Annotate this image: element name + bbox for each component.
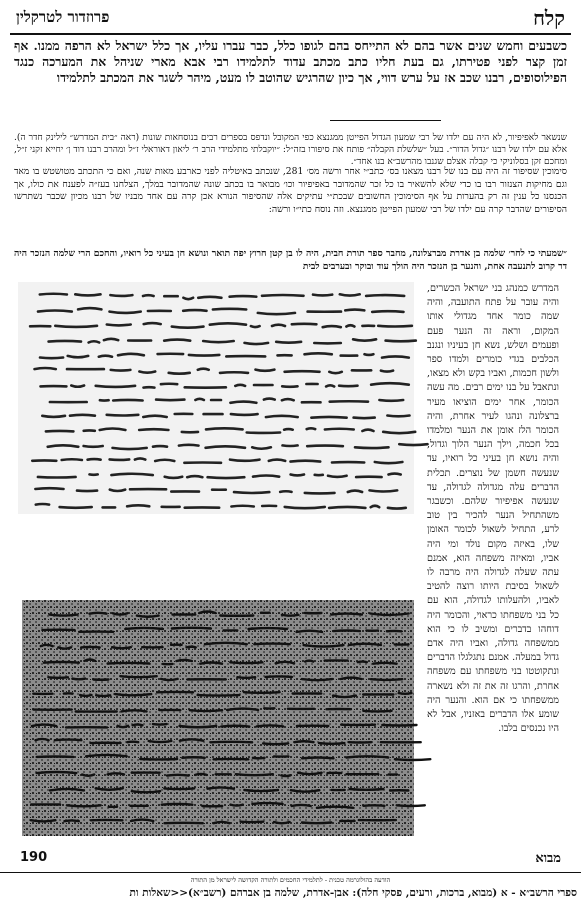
handwriting-stroke (139, 372, 155, 373)
handwriting-stroke (231, 414, 258, 415)
page-letter-number: קלח (533, 6, 565, 31)
handwriting-stroke (113, 400, 142, 401)
handwriting-stroke (205, 643, 247, 644)
handwriting-stroke (112, 647, 131, 648)
handwriting-stroke (96, 386, 135, 387)
handwriting-stroke (266, 676, 292, 677)
handwriting-stroke (198, 297, 221, 298)
handwriting-stroke (35, 488, 63, 489)
handwriting-stroke (362, 430, 373, 431)
handwriting-stroke (137, 616, 159, 617)
handwriting-stroke (251, 326, 260, 327)
handwriting-stroke (108, 663, 150, 664)
handwriting-stroke (354, 418, 375, 419)
handwriting-stroke (36, 504, 49, 505)
handwriting-stroke (329, 372, 342, 373)
handwriting-stroke (282, 399, 294, 400)
handwriting-stroke (329, 507, 365, 508)
handwriting-stroke (143, 295, 154, 296)
handwriting-stroke (44, 662, 79, 663)
handwriting-stroke (107, 325, 131, 326)
handwriting-stroke (143, 416, 166, 417)
handwriting-stroke (71, 386, 84, 387)
handwriting-stroke (349, 644, 381, 645)
handwriting-stroke (70, 415, 95, 416)
page-number: 190 (20, 850, 47, 865)
handwriting-stroke (200, 663, 222, 664)
handwriting-stroke (386, 341, 416, 342)
handwriting-stroke (172, 327, 204, 328)
intro-paragraph: כשבעים וחמש שנים אשר בהם לא התייחס בהם לגופו כלל, כבר עברו עליו, אך כלל ישראל לא הרפה ממנו. אף זמן קצר לפני פטירתו, גם בעת חליו כתב מכתב עדוד לתלמידו רבי אבא מארי שניהל את המערכה כנגד הפילוסופים, רבנו שכב אז על ערש דווי, אך כיון שהרגיש שהוטב לו מעט, מיהר לשגר את המכתב לתלמידו (14, 38, 567, 102)
handwriting-stroke (292, 805, 311, 806)
handwriting-stroke (187, 647, 196, 648)
handwriting-stroke (110, 459, 130, 460)
handwriting-stroke (364, 805, 385, 806)
handwriting-stroke (75, 294, 100, 295)
handwriting-stroke (48, 445, 79, 446)
handwriting-stroke (355, 447, 389, 448)
handwriting-stroke (208, 787, 234, 788)
handwriting-stroke (249, 628, 287, 629)
handwriting-stroke (113, 613, 128, 614)
handwriting-stroke (366, 295, 404, 296)
handwriting-stroke (307, 446, 343, 447)
handwriting-stroke (96, 695, 110, 696)
handwriting-stroke (82, 775, 94, 776)
handwriting-stroke (132, 791, 160, 792)
handwriting-stroke (111, 370, 131, 371)
handwriting-stroke (285, 507, 325, 508)
handwriting-stroke (371, 506, 380, 507)
handwriting-stroke (165, 477, 183, 478)
handwriting-stroke (62, 459, 82, 460)
handwriting-stroke (40, 294, 67, 295)
handwriting-stroke (370, 490, 398, 491)
handwriting-stroke (353, 339, 376, 340)
page-footer (10, 848, 571, 870)
handwriting-stroke (110, 490, 125, 491)
handwriting-stroke (244, 692, 280, 693)
handwriting-stroke (264, 399, 275, 400)
handwriting-stroke (326, 385, 334, 386)
handwriting-stroke (256, 370, 275, 371)
handwriting-stroke (253, 476, 279, 477)
handwriting-stroke (305, 353, 332, 354)
handwriting-stroke (65, 820, 79, 821)
handwriting-stroke (182, 757, 204, 758)
handwriting-stroke (35, 368, 56, 369)
handwriting-stroke (213, 309, 246, 310)
handwriting-stroke (115, 694, 151, 695)
handwriting-stroke (358, 662, 367, 663)
handwriting-stroke (90, 613, 107, 614)
handwriting-stroke (272, 325, 285, 326)
handwriting-stroke (383, 432, 415, 433)
handwriting-stroke (274, 822, 290, 823)
handwriting-stroke (139, 429, 168, 430)
handwriting-stroke (297, 631, 323, 632)
handwriting-stroke (118, 354, 144, 355)
handwriting-stroke (38, 477, 76, 478)
handwriting-stroke (257, 725, 284, 726)
handwriting-stroke (135, 458, 145, 459)
handwriting-stroke (365, 354, 374, 355)
body-paragraph: סימוכין שסיפור זה היה עם בנו של רבנו מצאנו בס׳ כתב״י אחר ורשה מס׳ 281, שנכתב באיטליה לפני כארבע מאות שנה, ואם כי התכתב מטושטש בו מאד וגם מחיקות הצנזור רבו בו כדי שלא להשאיר בו כל זכר שהמדובר באפיפיור וכו׳ מבואר בו בכתב שונה שהמדובר במלך, הצלחנו בעז״ה לפענח את כולו, אך הכנסנו כל ענין זה רק בהערות על אף הסימוכין החשובים שבכת״י עתיקים אלה שהסיפור הנורא אכן קרה עם אחד מבניו של רבנו מכיון שכבר נשתרשו הסיפורים שהדבר קרה עם ילדו של רבי שמעון הפייטן ממגנצא. וזה נוסח כתי״ו ורשה: (14, 166, 567, 244)
handwriting-stroke (254, 644, 289, 645)
handwriting-stroke (269, 460, 285, 461)
handwriting-stroke (31, 820, 55, 821)
handwriting-stroke (262, 295, 304, 296)
handwriting-stroke (282, 386, 297, 387)
handwriting-stroke (189, 355, 219, 356)
handwriting-stroke (118, 726, 128, 727)
handwriting-stroke (49, 615, 77, 616)
handwriting-stroke (313, 295, 332, 296)
handwriting-stroke (195, 774, 206, 775)
source-citation-line: ספרי הרשב״א - א (מבוא, ברכות, ורעים, פסקי חלה): אבן-אדרת, שלמה בן אברהם (רשב״א)<<שאלות ות (4, 887, 577, 899)
handwriting-stroke (37, 772, 77, 773)
footnote-separator (330, 120, 441, 121)
handwriting-stroke (155, 460, 174, 461)
handwriting-stroke (164, 788, 194, 789)
handwriting-stroke (113, 448, 147, 449)
handwriting-stroke (231, 506, 253, 507)
handwriting-stroke (104, 339, 118, 340)
handwriting-stroke (317, 807, 353, 808)
handwriting-stroke (244, 790, 278, 791)
handwriting-stroke (40, 358, 63, 359)
handwriting-stroke (110, 312, 141, 313)
handwriting-stroke (121, 676, 157, 677)
handwriting-stroke (161, 679, 178, 680)
handwriting-stroke (323, 326, 341, 327)
handwriting-stroke (42, 416, 65, 417)
handwriting-stroke (350, 789, 384, 790)
handwriting-stroke (387, 416, 409, 417)
handwriting-stroke (331, 614, 362, 615)
handwriting-stroke (110, 295, 132, 296)
handwriting-stroke (203, 341, 234, 342)
handwriting-stroke (214, 822, 230, 823)
handwriting-stroke (167, 775, 189, 776)
handwriting-stroke (341, 678, 362, 679)
handwriting-stroke (372, 311, 403, 312)
handwriting-stroke (348, 491, 362, 492)
handwriting-stroke (153, 446, 167, 447)
handwriting-stroke (399, 693, 412, 694)
handwriting-stroke (373, 663, 396, 664)
handwriting-stroke (68, 356, 89, 357)
handwriting-stroke (227, 709, 258, 710)
handwriting-stroke (263, 743, 288, 744)
handwriting-stroke (180, 726, 217, 727)
handwriting-stroke (67, 805, 101, 806)
handwriting-stroke (334, 631, 360, 632)
handwriting-stroke (38, 311, 72, 312)
handwriting-stroke (41, 645, 53, 646)
section-name: מבוא (535, 850, 561, 866)
handwriting-stroke (389, 474, 401, 475)
handwriting-stroke (78, 308, 101, 309)
handwriting-stroke (183, 298, 193, 299)
handwriting-stroke (382, 356, 409, 357)
handwriting-stroke (133, 725, 143, 726)
handwriting-stroke (282, 615, 299, 616)
manuscript-facsimile-image (14, 282, 418, 838)
handwriting-stroke (88, 459, 101, 460)
handwriting-stroke (302, 679, 333, 680)
handwriting-stroke (49, 341, 81, 342)
handwriting-stroke (235, 385, 245, 386)
handwriting-stroke (346, 756, 388, 757)
handwriting-stroke (206, 446, 245, 448)
handwriting-stroke (55, 326, 97, 327)
handwriting-stroke (60, 507, 92, 508)
handwriting-stroke (80, 695, 91, 696)
handwriting-stroke (172, 628, 211, 629)
handwriting-stroke (291, 475, 304, 476)
handwriting-stroke (295, 741, 314, 742)
handwriting-stroke (302, 758, 333, 759)
book-author-heading: פרוזדור לטרקלין (16, 8, 109, 27)
handwriting-stroke (252, 447, 271, 448)
handwriting-stroke (382, 725, 416, 726)
handwriting-stroke (284, 429, 293, 430)
handwriting-stroke (180, 739, 203, 740)
handwriting-stroke (208, 477, 245, 478)
source-citation-strip (0, 872, 581, 906)
handwriting-stroke (231, 805, 243, 806)
handwriting-stroke (206, 428, 243, 429)
handwriting-stroke (371, 383, 409, 385)
handwriting-stroke (187, 476, 202, 477)
handwriting-stroke (281, 775, 290, 776)
footnote-paragraph: שנשאר לאפיפיור, לא היה עם ילדו של רבי שמעון הגדול הפייטן ממגנצא כפי המקובל ונדפס בספרים רבים בנוסחאות שונות (ראה ״בית המדרש״ לילינק חדר ה). אלא עם ילדו של רבנו ״גדול הדור״. בעל ״שלשלת הקבלה״ פותח את סיפורו בזה״ל: ״יוקבלתי מתלמידי הרב ר׳ ליאון דאוראלי ז״ל ומהרב רבנו דוד ן׳ יחייא זקני ז״ל, ומחכם זקן בסלוניקי כי קבלה אצלם שגנבו מהרשב״א בנו אחד״. (14, 132, 567, 160)
handwriting-stroke (84, 660, 95, 661)
handwriting-stroke (339, 386, 357, 387)
handwriting-stroke (371, 679, 402, 680)
handwriting-stroke (285, 371, 320, 372)
handwriting-stroke (378, 326, 412, 327)
handwriting-stroke (388, 508, 406, 509)
handwriting-stroke (127, 505, 149, 506)
handwriting-stroke (345, 310, 364, 311)
handwriting-stroke (230, 662, 262, 663)
handwriting-stroke (325, 429, 354, 430)
handwriting-stroke (84, 446, 103, 447)
manuscript-transcription-column: המדרש כמנהג בני ישראל הכשרים, והיה עובר על פתח התועבה, והיה שמה כומר אחד מגדולי אותו המקום, וראה זה הנער פעם ופעמים ושלש, נשא חן בעיניו ונגנב הכלבים בגדי כומרים ולמדו ספר ולשון חכמות, ואביו בקש ולא מצאו, ונתאבל על בנו ימים רבים. מה עשה הכומר, אחר ימים הוציאו מעיר ברצלונה ונהגו לעיר אחרת, והיה הכומר הלז אומן את הנער ומלמדו בכל חכמה, וילך הנער הלוך וגדול, והיה נושא חן בעיני כל רואיו, עד שנעשה חשמן של נוצרים. תכלית הדברים עלה מגדולה לגדולה, עד שנעשה אפיפיור שלהם. וכשבגר משהתחיל הנער להכיר בין טוב לרע, התחיל לשאול לכומר האומן שלו, באיזה מקום נולד ומי היה אביו, ומאיזה משפחה הוא, אמנם עתה שעלה לגדולה היה מרבה לו לשאול בסיבת היותו רוצה להטיב לאביו, ולהעלותו לגדולה, הוא עם כל בני משפחתו כראוי, והכומר היה דוחהו בדברים ומשיב לו כי הוא ממשפחה גדולה, ואביו היה אדם גדול במעלה. אמנם נתגלגלו הדברים ונתקוטטו בני משפחתו עם משפחה אחרת, והרגו זה את זה ולא נשארה ממשפחתו כי אם הוא. והנער היה שומע אלו הדברים באזניו, אבל לא היו נכנסים בלבו. (427, 282, 559, 838)
handwriting-stroke (211, 742, 253, 743)
handwriting-stroke (127, 742, 138, 743)
handwriting-stroke (237, 677, 255, 678)
handwriting-stroke (198, 369, 209, 370)
handwriting-stroke (276, 342, 301, 343)
handwriting-stroke (305, 661, 313, 662)
handwriting-stroke (230, 296, 257, 297)
handwriting-stroke (266, 416, 298, 417)
handwriting-stroke (328, 476, 347, 477)
handwriting-stroke (190, 710, 222, 711)
handwriting-stroke (230, 402, 256, 403)
handwriting-stroke (122, 710, 147, 711)
handwriting-stroke (177, 660, 192, 661)
handwriting-stroke (58, 647, 71, 648)
handwriting-stroke (36, 739, 49, 740)
handwriting-stroke (397, 805, 425, 806)
handwriting-stroke (399, 444, 427, 445)
handwriting-stroke (291, 461, 321, 462)
handwriting-stroke (48, 677, 68, 678)
handwriting-stroke (183, 310, 206, 311)
notice-small-print: הודעה בהולוגרמה טכנית - לתלמידי החכמים ולתורה הקדושה לישראל מן התורה (0, 876, 581, 884)
handwriting-stroke (381, 371, 393, 372)
handwriting-stroke (319, 743, 344, 744)
handwriting-stroke (164, 340, 190, 341)
handwriting-stroke (99, 356, 112, 357)
handwriting-stroke (245, 343, 269, 344)
handwriting-stroke (346, 325, 354, 326)
handwriting-stroke (307, 428, 316, 429)
handwriting-stroke (258, 313, 295, 314)
handwriting-stroke (220, 372, 248, 373)
handwriting-stroke (55, 740, 82, 741)
handwriting-stroke (234, 492, 269, 493)
handwriting-stroke (72, 679, 85, 680)
handwriting-stroke (86, 755, 127, 756)
handwriting-stroke (100, 429, 126, 431)
handwriting-stroke (111, 474, 152, 475)
header-rule (10, 33, 571, 35)
handwriting-stroke (253, 758, 265, 759)
handwriting-stroke (302, 823, 331, 824)
handwriting-stroke (236, 774, 273, 775)
handwriting-stroke (363, 711, 391, 712)
running-header (10, 4, 571, 32)
handwriting-stroke (283, 445, 298, 446)
handwriting-stroke (149, 741, 172, 742)
quote-paragraph: ״שמעתי כי לחר׳ שלמה בן אדרת מברצלונה, מחבר ספר תורת חבית, היה לו בן קטן חרוץ יפה תואר ונושא חן בעיני כל רואיו, והחכם הרי שלמה הנזכר היה דר קרוב לתנעבה אחת, והנער בן הנזכר היה הולך עוד ובוקר ובערבים לבית (14, 248, 567, 276)
handwriting-stroke (195, 399, 204, 400)
handwriting-stroke (107, 415, 139, 416)
handwriting-stroke (340, 294, 360, 295)
handwriting-stroke (252, 803, 282, 804)
handwriting-stroke (179, 445, 199, 446)
handwriting-stroke (230, 460, 260, 461)
handwriting-stroke (198, 695, 240, 696)
handwriting-stroke (221, 726, 249, 727)
handwriting-stroke (162, 804, 193, 805)
handwriting-stroke (379, 400, 403, 401)
handwriting-stroke (144, 323, 161, 324)
handwriting-stroke (395, 759, 430, 760)
handwriting-stroke (169, 373, 190, 374)
handwriting-stroke (108, 773, 124, 774)
handwriting-stroke (153, 724, 167, 725)
handwriting-stroke (89, 341, 100, 342)
handwriting-stroke (375, 462, 403, 463)
handwriting-stroke (280, 491, 291, 492)
handwriting-stroke (305, 493, 335, 494)
handwriting-stroke (210, 323, 246, 324)
handwriting-stroke (125, 628, 163, 629)
handwriting-stroke (311, 417, 346, 418)
handwriting-stroke (156, 400, 184, 401)
